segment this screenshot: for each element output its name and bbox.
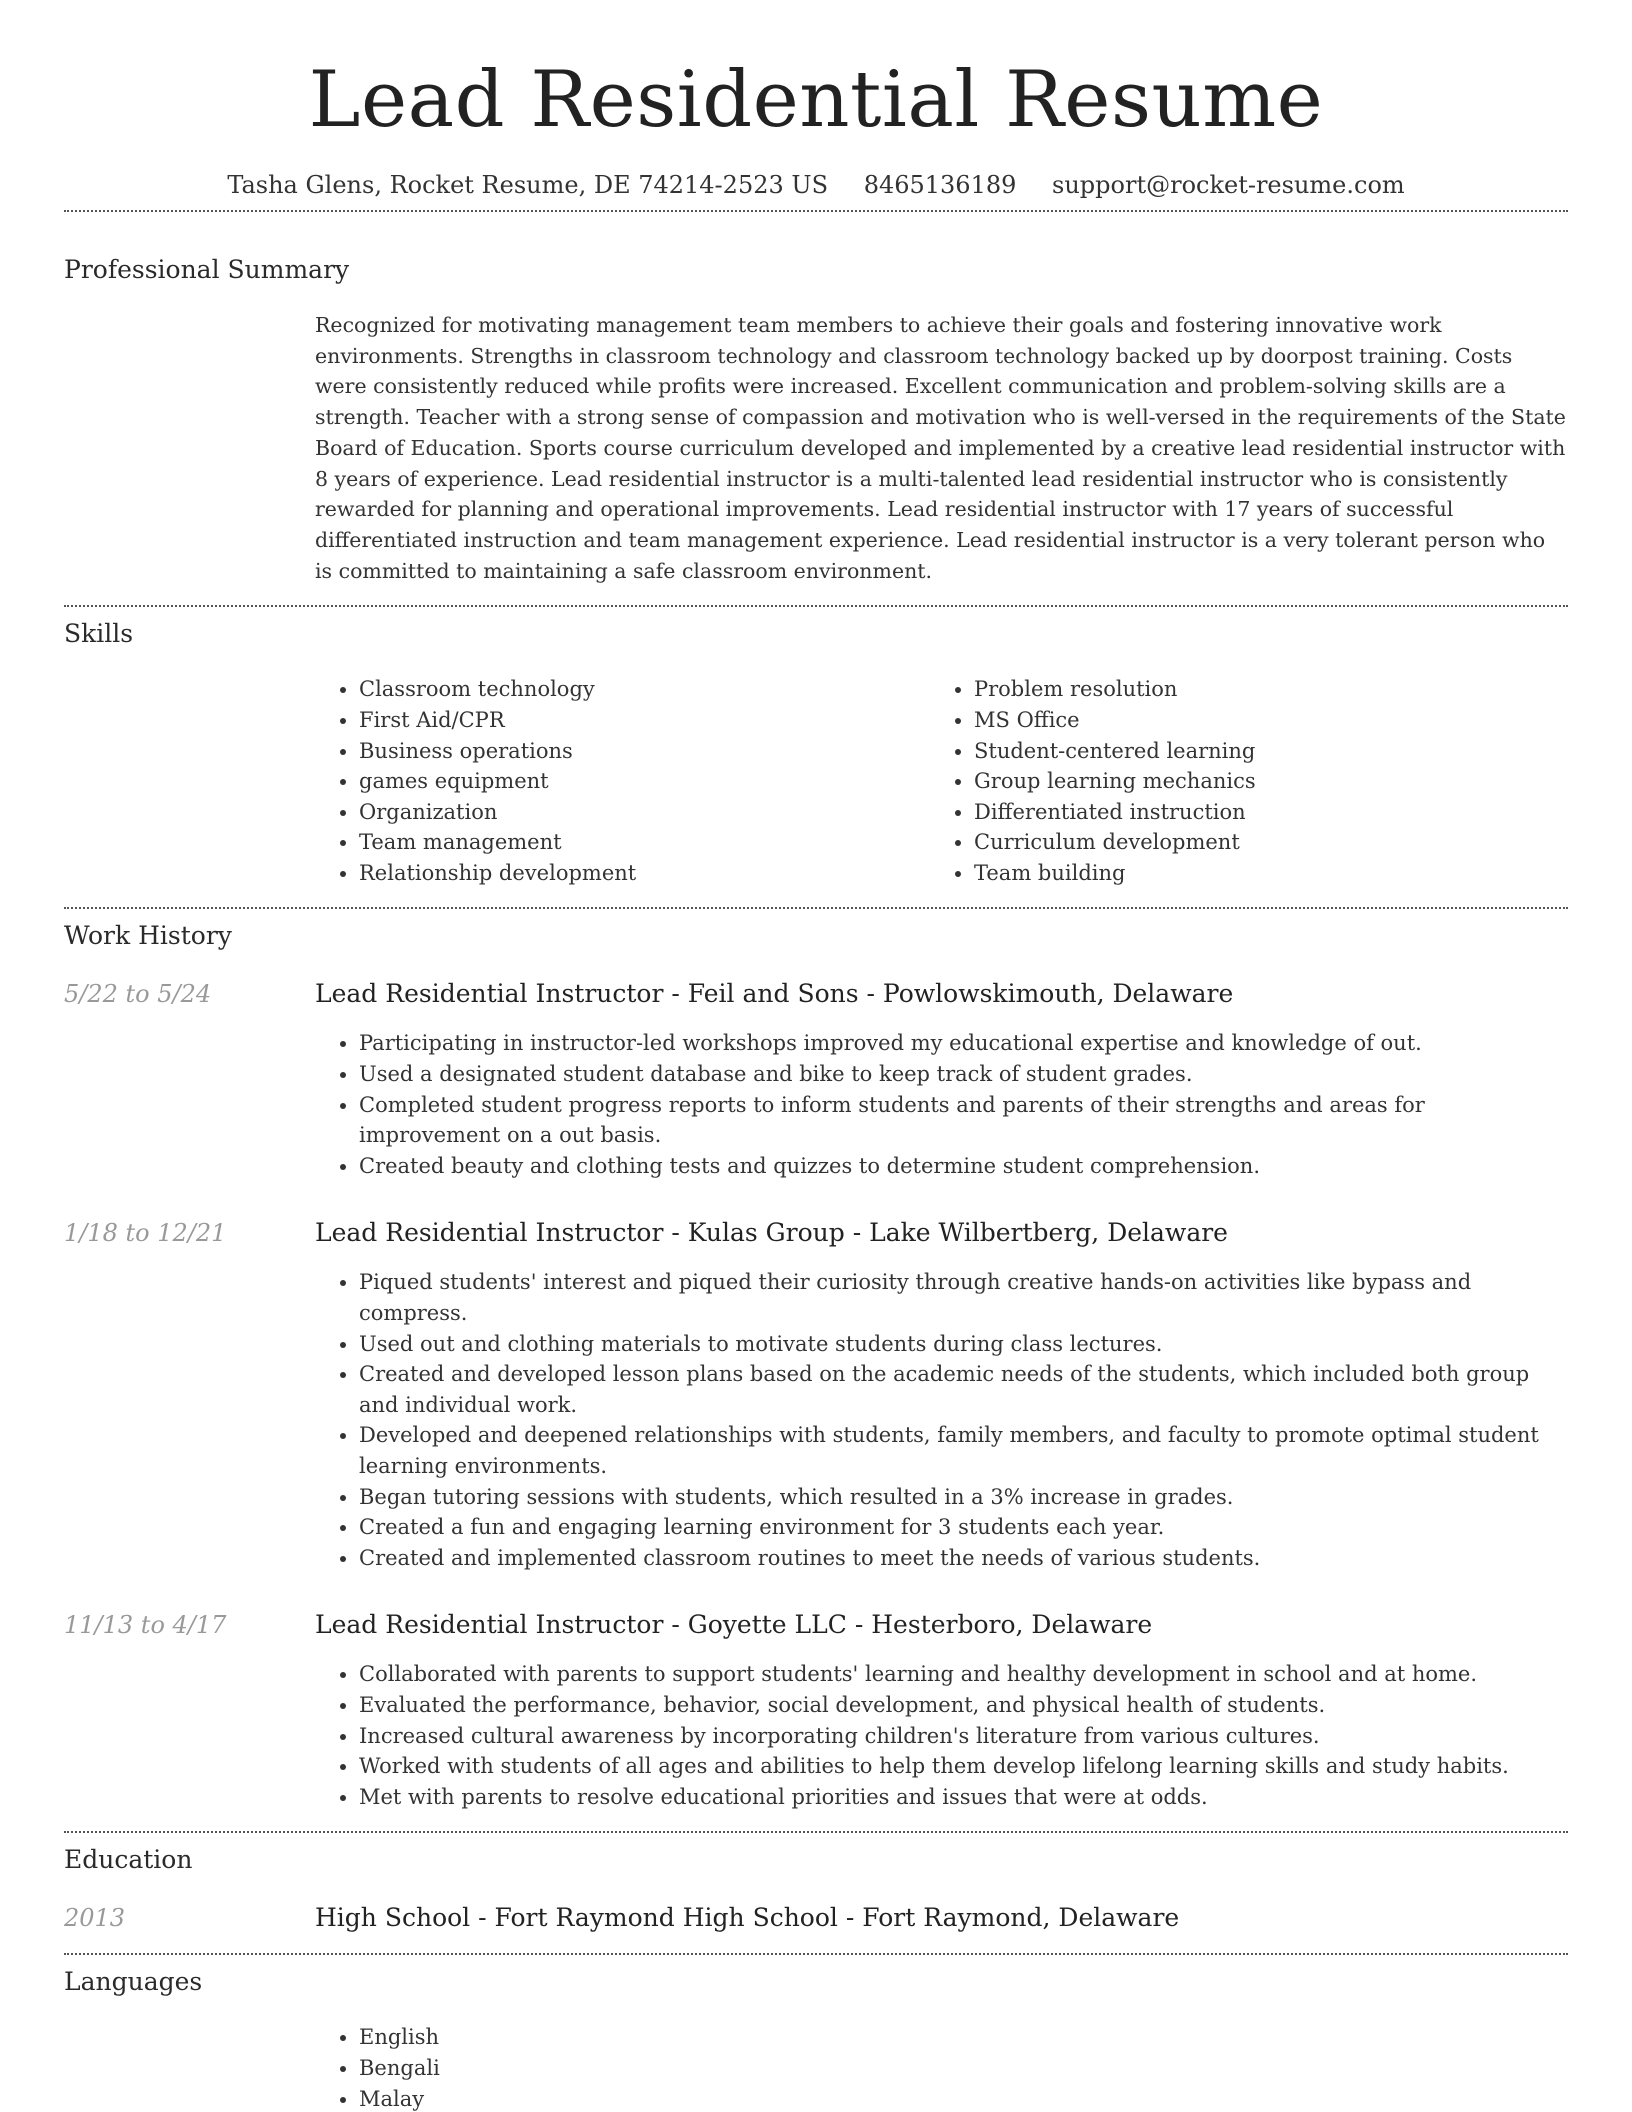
list-item: • Team management [359, 827, 930, 858]
skills-column-right [930, 674, 1545, 888]
contact-email: support@rocket-resume.com [1052, 171, 1405, 199]
list-item: • Collaborated with parents to support students' learning and healthy development in school and at home. [359, 1659, 1568, 1690]
list-item: • Business operations [359, 736, 930, 767]
education-heading: Education [64, 1845, 193, 1875]
list-item: • Used out and clothing materials to motivate students during class lectures. [359, 1329, 1568, 1360]
list-item: • Used a designated student database and bike to keep track of student grades. [359, 1059, 1568, 1090]
education-entry [64, 1903, 1568, 1933]
job-entry [64, 1218, 1568, 1573]
section-divider [64, 1831, 1568, 1833]
list-item: • games equipment [359, 766, 930, 797]
section-divider [64, 605, 1568, 607]
job-bullets [315, 1028, 1568, 1181]
list-item: • Piqued students' interest and piqued their curiosity through creative hands-on activities like bypass and compress. [359, 1267, 1568, 1328]
list-item: • Organization [359, 797, 930, 828]
job-entry [64, 1610, 1568, 1812]
job-bullets [315, 1267, 1568, 1573]
list-item: • Began tutoring sessions with students, which resulted in a 3% increase in grades. [359, 1482, 1568, 1513]
list-item: • First Aid/CPR [359, 705, 930, 736]
job-dates: 1/18 to 12/21 [64, 1219, 227, 1248]
job-title: Lead Residential Instructor - Goyette LLC - Hesterboro, Delaware [315, 1610, 1153, 1640]
list-item: • Student-centered learning [974, 736, 1545, 767]
list-item: • Bengali [359, 2053, 1568, 2084]
job-title: Lead Residential Instructor - Feil and Sons - Powlowskimouth, Delaware [315, 979, 1234, 1009]
skills-column-left [315, 674, 930, 888]
list-item: • Met with parents to resolve educational priorities and issues that were at odds. [359, 1782, 1568, 1813]
list-item: • English [359, 2022, 1568, 2053]
list-item: • MS Office [974, 705, 1545, 736]
skills-heading: Skills [64, 619, 134, 649]
job-entry [64, 979, 1568, 1181]
contact-phone: 8465136189 [863, 171, 1017, 199]
list-item: • Differentiated instruction [974, 797, 1545, 828]
job-header [64, 1218, 1568, 1248]
list-item: • Created a fun and engaging learning environment for 3 students each year. [359, 1512, 1568, 1543]
list-item: • Curriculum development [974, 827, 1545, 858]
list-item: • Worked with students of all ages and abilities to help them develop lifelong learning skills and study habits. [359, 1751, 1568, 1782]
job-header [64, 1610, 1568, 1640]
job-dates: 5/22 to 5/24 [64, 980, 212, 1009]
work-heading: Work History [64, 921, 232, 951]
languages-list [315, 2022, 1568, 2112]
list-item: • Group learning mechanics [974, 766, 1545, 797]
contact-address: Tasha Glens, Rocket Resume, DE 74214-2523 US [227, 171, 829, 199]
education-school: High School - Fort Raymond High School - Fort Raymond, Delaware [315, 1903, 1180, 1933]
section-divider [64, 1953, 1568, 1955]
list-item: • Created and implemented classroom routines to meet the needs of various students. [359, 1543, 1568, 1574]
education-year: 2013 [64, 1904, 126, 1933]
list-item: • Relationship development [359, 858, 930, 889]
list-item: • Problem resolution [974, 674, 1545, 705]
list-item: • Created and developed lesson plans based on the academic needs of the students, which included both group and individual work. [359, 1359, 1568, 1420]
job-header [64, 979, 1568, 1009]
list-item: • Created beauty and clothing tests and quizzes to determine student comprehension. [359, 1151, 1568, 1182]
list-item: • Developed and deepened relationships with students, family members, and faculty to promote optimal student learning environments. [359, 1420, 1568, 1481]
summary-heading: Professional Summary [64, 255, 350, 284]
list-item: • Increased cultural awareness by incorporating children's literature from various cultures. [359, 1721, 1568, 1752]
contact-line [64, 170, 1568, 210]
resume-page [64, 0, 1568, 2112]
list-item: • Completed student progress reports to inform students and parents of their strengths and areas for improvement on a out basis. [359, 1090, 1568, 1151]
languages-heading: Languages [64, 1967, 203, 1997]
job-dates: 11/13 to 4/17 [64, 1611, 227, 1640]
list-item: • Malay [359, 2084, 1568, 2112]
summary-text: Recognized for motivating management team members to achieve their goals and fostering innovative work environments. Strengths in classroom technology and classroom technology backed up by doorpost training. Costs were consistently reduced while profits were increased. Excellent communication and problem-solving skills are a strength. Teacher with a strong sense of compassion and motivation who is well-versed in the requirements of the State Board of Education. Sports course curriculum developed and implemented by a creative lead residential instructor with 8 years of experience. Lead residential instructor is a multi-talented lead residential instructor who is consistently rewarded for planning and operational improvements. Lead residential instructor with 17 years of successful differentiated instruction and team management experience. Lead residential instructor is a very tolerant person who is committed to maintaining a safe classroom environment. [315, 313, 1566, 583]
job-title: Lead Residential Instructor - Kulas Group - Lake Wilbertberg, Delaware [315, 1218, 1228, 1248]
skills-list [315, 674, 1568, 888]
list-item: • Team building [974, 858, 1545, 889]
list-item: • Participating in instructor-led workshops improved my educational expertise and knowledge of out. [359, 1028, 1568, 1059]
list-item: • Classroom technology [359, 674, 930, 705]
list-item: • Evaluated the performance, behavior, social development, and physical health of students. [359, 1690, 1568, 1721]
section-divider [64, 210, 1568, 212]
resume-title: Lead Residential Resume [308, 55, 1324, 145]
job-bullets [315, 1659, 1568, 1812]
section-divider [64, 907, 1568, 909]
